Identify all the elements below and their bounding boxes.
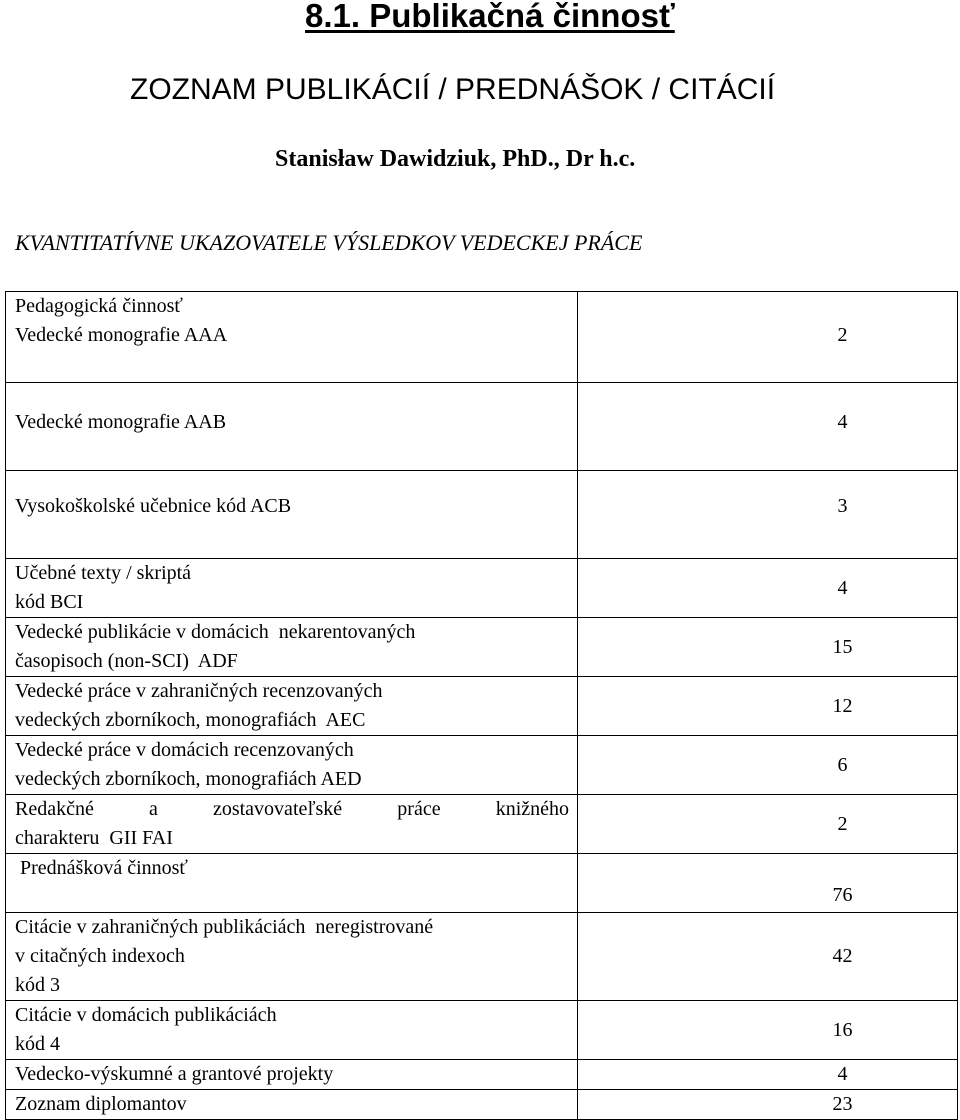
author-name: Stanisław Dawidziuk, PhD., Dr h.c. [275, 146, 636, 172]
label-line: Prednášková činnosť [15, 857, 188, 879]
row-label [6, 559, 578, 618]
label-line: Pedagogická činnosť [15, 295, 183, 317]
row-value: 16 [578, 1001, 958, 1060]
label-line: vedeckých zborníkoch, monografiách AED [15, 768, 362, 790]
label-line: kód 4 [15, 1033, 60, 1055]
publication-stats-table [5, 291, 958, 1120]
label-line: Vedecké práce v zahraničných recenzovaných [15, 680, 383, 702]
row-value: 42 [578, 913, 958, 1001]
label-line: vedeckých zborníkoch, monografiách AEC [15, 709, 366, 731]
label-line: časopisoch (non-SCI) ADF [15, 650, 238, 672]
row-label [6, 292, 578, 383]
row-value: 23 [578, 1090, 958, 1120]
row-value: 2 [578, 292, 958, 383]
row-value: 4 [578, 1060, 958, 1090]
label-line: Vedecké monografie AAA [15, 324, 228, 346]
row-label [6, 795, 578, 854]
table-row [6, 383, 958, 471]
row-label [6, 383, 578, 471]
row-value: 15 [578, 618, 958, 677]
row-value: 6 [578, 736, 958, 795]
label-line: v citačných indexoch [15, 945, 185, 967]
row-label [6, 854, 578, 913]
label-line: Vedecké práce v domácich recenzovaných [15, 739, 354, 761]
row-label [6, 913, 578, 1001]
label-line: Citácie v zahraničných publikáciách neregistrované [15, 916, 434, 938]
label-line: kód 3 [15, 974, 60, 996]
table-row [6, 471, 958, 559]
label-line: Učebné texty / skriptá [15, 562, 192, 584]
row-label [6, 677, 578, 736]
row-label [6, 736, 578, 795]
row-label [6, 618, 578, 677]
label-line: Redakčné a zostavovateľské práce knižného [15, 798, 569, 820]
row-label [6, 1001, 578, 1060]
table-row [6, 1060, 958, 1090]
table-row [6, 559, 958, 618]
table-row [6, 292, 958, 383]
row-value: 4 [578, 383, 958, 471]
table-row [6, 1001, 958, 1060]
table-row [6, 854, 958, 913]
document-subtitle: ZOZNAM PUBLIKÁCIÍ / PREDNÁŠOK / CITÁCIÍ [130, 73, 776, 106]
label-line: Vedecké publikácie v domácich nekarentovaných [15, 621, 416, 643]
table-row [6, 913, 958, 1001]
label-line: charakteru GII FAI [15, 827, 173, 849]
table-row [6, 618, 958, 677]
label-line: Citácie v domácich publikáciách [15, 1004, 277, 1026]
row-value: 2 [578, 795, 958, 854]
label-line: Vedecké monografie AAB [15, 411, 227, 433]
page-heading: 8.1. Publikačná činnosť [305, 0, 675, 34]
label-line: Vysokoškolské učebnice kód ACB [15, 495, 292, 517]
label-line: Vedecko-výskumné a grantové projekty [15, 1063, 334, 1085]
section-title: KVANTITATÍVNE UKAZOVATELE VÝSLEDKOV VEDECKEJ PRÁCE [15, 230, 643, 255]
row-label [6, 471, 578, 559]
row-label [6, 1060, 578, 1090]
table-row [6, 677, 958, 736]
row-value: 3 [578, 471, 958, 559]
row-value: 76 [578, 854, 958, 913]
table-row [6, 736, 958, 795]
table-row [6, 1090, 958, 1120]
table-row [6, 795, 958, 854]
label-line: Zoznam diplomantov [15, 1093, 187, 1115]
label-line: kód BCI [15, 591, 84, 613]
row-value: 4 [578, 559, 958, 618]
row-label [6, 1090, 578, 1120]
row-value: 12 [578, 677, 958, 736]
